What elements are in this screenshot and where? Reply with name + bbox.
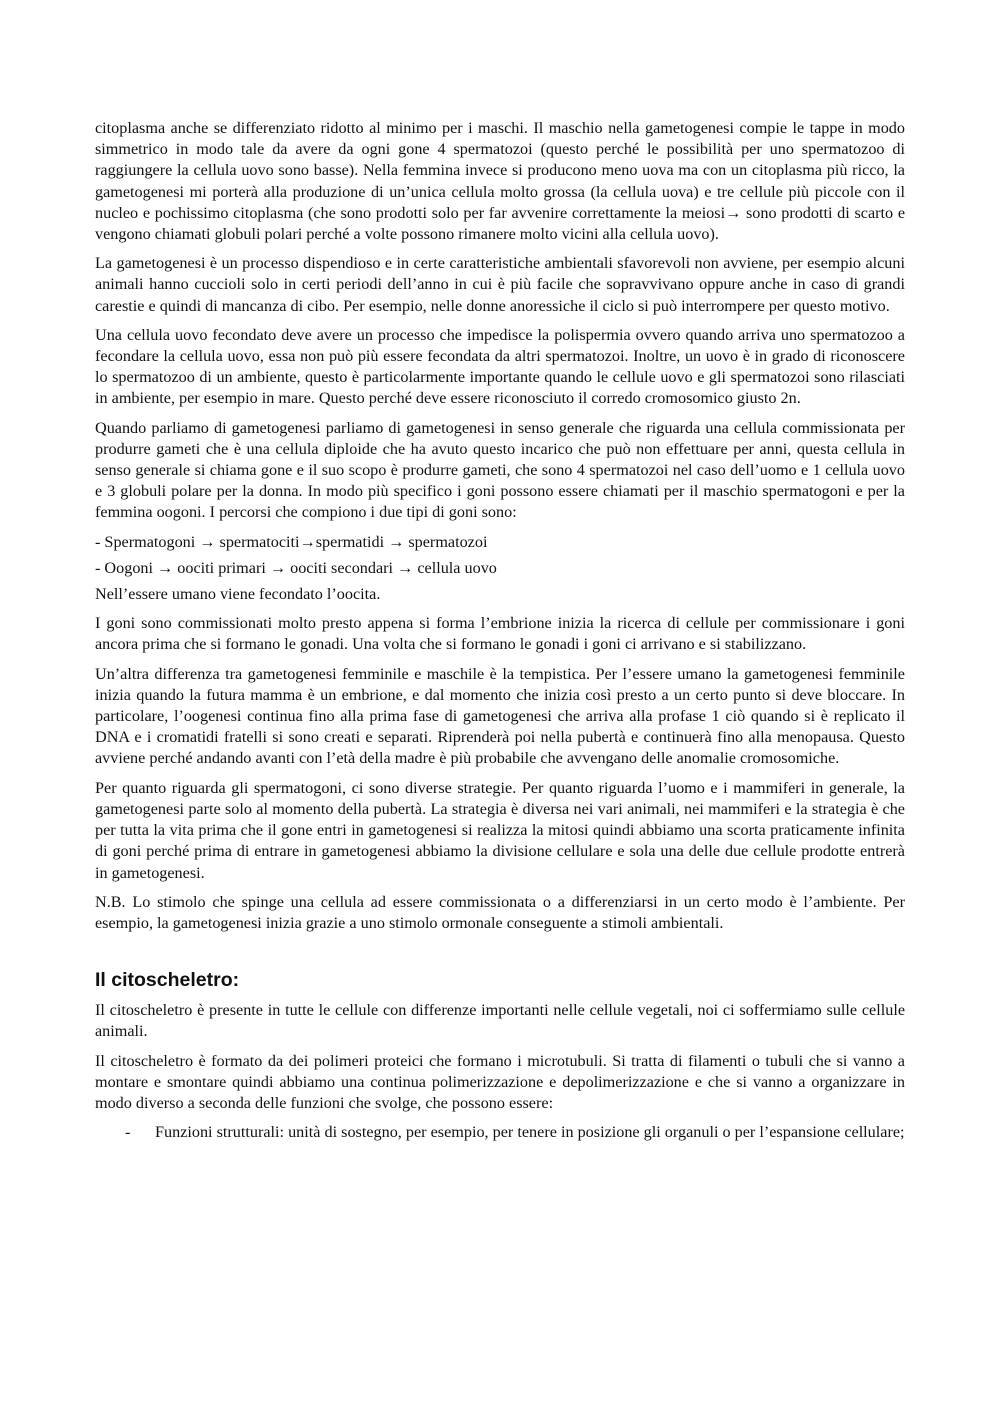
paragraph-gametogenesis-cost: La gametogenesi è un processo dispendioso e in certe caratteristiche ambientali sfavorevoli non avviene, per esempio alcuni animali hanno cuccioli solo in certi periodi dell’anno in cui è più facile che sopravvivano oppure anche in caso di grandi carestie e quindi di mancanza di cibo. Per esempio, nelle donne anoressiche il ciclo si può interrompere per questo motivo. (95, 254, 905, 315)
section-heading-cytoskeleton: Il citoscheletro: (95, 969, 240, 992)
functions-list (95, 1122, 905, 1143)
paragraph-gametogenesis-cytoplasm: citoplasma anche se differenziato ridotto al minimo per i maschi. Il maschio nella gametogenesi compie le tappe in modo simmetrico in modo tale da avere da ogni gone 4 spermatozoi (questo perché le possibilità per uno spermatozoo di raggiungere la cellula uovo sono basse). Nella femmina invece si producono meno uova ma con un citoplasma più ricco, la gametogenesi mi porterà alla produzione di un’unica cellula molto grossa (la cellula uova) e tre cellule più piccole con il nucleo e pochissimo citoplasma (che sono prodotti solo per far avvenire correttamente la meiosi→ sono prodotti di scarto e vengono chiamati globuli polari perché a volte possono rimanere molto vicini alla cellula uovo). (95, 119, 905, 244)
document-page (95, 118, 905, 1143)
paragraph-gone-definition: Quando parliamo di gametogenesi parliamo di gametogenesi in senso generale che riguarda una cellula commissionata per produrre gameti che è una cellula diploide che ha avuto questo incarico che può non effettuare per anni, questa cellula in senso generale si chiama gone e il suo scopo è produrre gameti, che sono 4 spermatozoi nel caso dell’uomo e 1 cellula uovo e 3 globuli polare per la donna. In modo più specifico i goni possono essere chiamati per il maschio spermatogoni e per la femmina oogoni. I percorsi che compiono i due tipi di goni sono: (95, 418, 905, 522)
paragraph-spermatogonia-strategies: Per quanto riguarda gli spermatogoni, ci sono diverse strategie. Per quanto riguarda l’uomo e i mammiferi in generale, la gametogenesi parte solo al momento della pubertà. La strategia è diversa nei vari animali, nei mammiferi e la strategia è che per tutta la vita prima che il gone entri in gametogenesi si realizza la mitosi quindi abbiamo una scorta praticamente infinita di goni perché prima di entrare in gametogenesi abbiamo la divisione cellulare e sola una delle due cellule prodotte entrerà in gametogenesi. (95, 778, 905, 882)
list-item: - Funzioni strutturali: unità di sostegno, per esempio, per tenere in posizione gli organuli o per l’espansione cellulare; (95, 1122, 905, 1143)
paragraph-nota-bene: N.B. Lo stimolo che spinge una cellula ad essere commissionata o a differenziarsi in un certo modo è l’ambiente. Per esempio, la gametogenesi inizia grazie a uno stimolo ormonale conseguente a stimoli ambientali. (95, 892, 905, 932)
paragraph-cytoskeleton-structure: Il citoscheletro è formato da dei polimeri proteici che formano i microtubuli. Si tratta di filamenti o tubuli che si vanno a montare e smontare quindi abbiamo una continua polimerizzazione e depolimerizzazione e che si vanno a organizzare in modo diverso a seconda delle funzioni che svolge, che possono essere: (95, 1051, 905, 1112)
paragraph-timing-difference: Un’altra differenza tra gametogenesi femminile e maschile è la tempistica. Per l’essere umano la gametogenesi femminile inizia quando la futura mamma è un embrione, e dal momento che inizia così presto a un certo punto si deve bloccare. In particolare, l’oogenesi continua fino alla prima fase di gametogenesi che arriva alla profase 1 ciò quando si è replicato il DNA e i cromatidi fratelli si sono creati e separati. Riprenderà poi nella pubertà e continuerà fino alla menopausa. Questo avviene perché andando avanti con l’età della madre è più probabile che avvengano delle anomalie cromosomiche. (95, 664, 905, 768)
paragraph-human-fertilization: Nell’essere umano viene fecondato l’oocita. (95, 585, 381, 604)
pathway-oogonia: - Oogoni → oociti primari → oociti secondari → cellula uovo (95, 558, 497, 577)
pathway-spermatogonia: - Spermatogoni → spermatociti→spermatidi → spermatozoi (95, 532, 488, 551)
paragraph-cytoskeleton-presence: Il citoscheletro è presente in tutte le cellule con differenze importanti nelle cellule vegetali, noi ci soffermiamo sulle cellule animali. (95, 1001, 905, 1041)
paragraph-polyspermy: Una cellula uovo fecondato deve avere un processo che impedisce la polispermia ovvero quando arriva uno spermatozoo a fecondare la cellula uovo, essa non può più essere fecondata da altri spermatozoi. Inoltre, un uovo è in grado di riconoscere lo spermatozoo di un ambiente, questo è particolarmente importante quando le cellule uovo e gli spermatozoi sono rilasciati in ambiente, per esempio in mare. Questo perché deve essere riconosciuto il corredo cromosomico giusto 2n. (95, 325, 905, 408)
paragraph-goni-commissioned: I goni sono commissionati molto presto appena si forma l’embrione inizia la ricerca di cellule per commissionare i goni ancora prima che si formano le gonadi. Una volta che si formano le gonadi i goni ci arrivano e si stabilizzano. (95, 614, 905, 654)
